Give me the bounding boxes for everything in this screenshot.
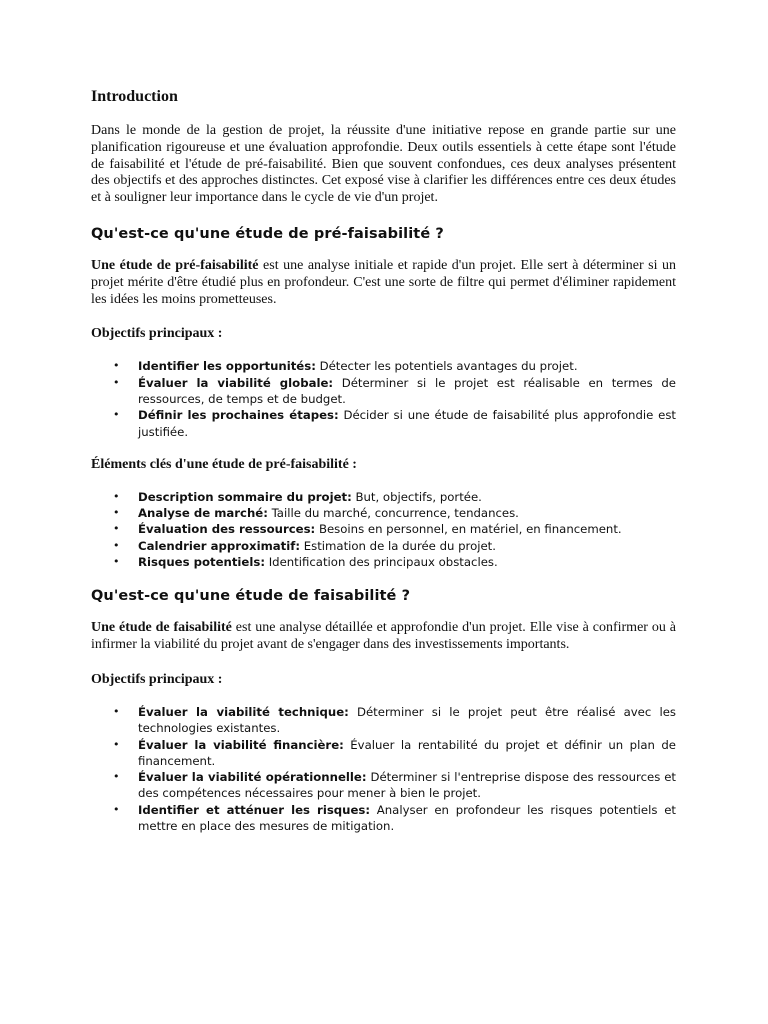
list-item-term: Évaluer la viabilité globale:	[138, 375, 334, 390]
list-item-term: Évaluation des ressources:	[138, 522, 316, 537]
list-item-text: Identification des principaux obstacles.	[265, 555, 498, 570]
list-item	[91, 704, 676, 737]
bullet-icon: •	[113, 359, 120, 373]
list-item	[91, 802, 676, 835]
bullet-icon: •	[113, 770, 120, 784]
feasibility-definition	[91, 620, 676, 654]
prefeasibility-definition-text: est une analyse initiale et rapide d'un projet. Elle sert à déterminer si un projet mérite d'être étudié plus en profondeur. C'est une sorte de filtre qui permet d'éliminer rapidement les idées les moins prometteuses.	[91, 257, 676, 307]
bullet-icon: •	[113, 506, 120, 520]
list-item-term: Évaluer la viabilité financière:	[138, 737, 344, 752]
prefeasibility-elements-label: Éléments clés d'une étude de pré-faisabilité :	[91, 456, 357, 472]
prefeasibility-definition	[91, 258, 676, 308]
list-item-term: Évaluer la viabilité opérationnelle:	[138, 770, 367, 785]
list-item	[91, 407, 676, 440]
list-item-text: Évaluer la rentabilité du projet et définir un plan de financement.	[138, 737, 676, 768]
document-page	[91, 86, 676, 850]
bullet-icon: •	[113, 538, 120, 552]
list-item-text: Estimation de la durée du projet.	[300, 538, 496, 553]
list-item-term: Calendrier approximatif:	[138, 538, 300, 553]
list-item-term: Description sommaire du projet:	[138, 489, 352, 504]
feasibility-objectives-label: Objectifs principaux :	[91, 671, 223, 687]
list-item	[91, 375, 676, 408]
list-item-term: Analyse de marché:	[138, 506, 268, 521]
list-item-term: Définir les prochaines étapes:	[138, 408, 339, 423]
list-item-text: Taille du marché, concurrence, tendances.	[267, 506, 519, 521]
prefeasibility-objectives-list	[91, 358, 676, 439]
list-item-term: Évaluer la viabilité technique:	[138, 704, 349, 719]
feasibility-definition-term: Une étude de faisabilité	[91, 620, 232, 636]
list-item-text: But, objectifs, portée.	[351, 489, 482, 504]
bullet-icon: •	[113, 704, 120, 718]
prefeasibility-heading: Qu'est-ce qu'une étude de pré-faisabilité ?	[91, 225, 444, 242]
list-item	[91, 538, 676, 554]
bullet-icon: •	[113, 802, 120, 816]
introduction-heading: Introduction	[91, 88, 178, 105]
list-item-text: Détecter les potentiels avantages du projet.	[315, 359, 578, 374]
feasibility-objectives-list	[91, 704, 676, 834]
bullet-icon: •	[113, 375, 120, 389]
list-item-term: Risques potentiels:	[138, 555, 265, 570]
list-item-text: Besoins en personnel, en matériel, en financement.	[315, 522, 622, 537]
prefeasibility-objectives-label: Objectifs principaux :	[91, 326, 223, 342]
bullet-icon: •	[113, 555, 120, 569]
list-item	[91, 358, 676, 374]
feasibility-heading: Qu'est-ce qu'une étude de faisabilité ?	[91, 588, 411, 605]
list-item	[91, 554, 676, 570]
list-item-term: Identifier et atténuer les risques:	[138, 802, 371, 817]
bullet-icon: •	[113, 489, 120, 503]
introduction-paragraph: Dans le monde de la gestion de projet, la réussite d'une initiative repose en grande partie sur une planification rigoureuse et une évaluation approfondie. Deux outils essentiels à cette étape sont l'étude de faisabilité et l'étude de pré-faisabilité. Bien que souvent confondues, ces deux analyses présentent des objectifs et des approches distinctes. Cet exposé vise à clarifier les différences entre ces deux études et à souligner leur importance dans le cycle de vie d'un projet.	[91, 123, 676, 206]
bullet-icon: •	[113, 522, 120, 536]
list-item	[91, 521, 676, 537]
list-item-term: Identifier les opportunités:	[138, 359, 316, 374]
list-item-text: Déterminer si le projet peut être réalisé avec les technologies existantes.	[138, 704, 676, 736]
list-item	[91, 489, 676, 505]
list-item-text: Déterminer si le projet est réalisable en termes de ressources, de temps et de budget.	[138, 375, 677, 406]
feasibility-definition-text: est une analyse détaillée et approfondie d'un projet. Elle vise à confirmer ou à infirmer la viabilité du projet avant de s'engager dans des investissements importants.	[91, 620, 676, 653]
bullet-icon: •	[113, 408, 120, 422]
list-item	[91, 769, 676, 802]
list-item-text: Décider si une étude de faisabilité plus approfondie est justifiée.	[138, 408, 676, 439]
prefeasibility-elements-list	[91, 489, 676, 570]
list-item	[91, 737, 676, 770]
bullet-icon: •	[113, 737, 120, 751]
list-item-text: Analyser en profondeur les risques potentiels et mettre en place des mesures de mitigation.	[138, 802, 676, 834]
prefeasibility-definition-term: Une étude de pré-faisabilité	[91, 257, 259, 273]
list-item-text: Déterminer si l'entreprise dispose des ressources et des compétences nécessaires pour mener à bien le projet.	[138, 770, 677, 801]
list-item	[91, 505, 676, 521]
